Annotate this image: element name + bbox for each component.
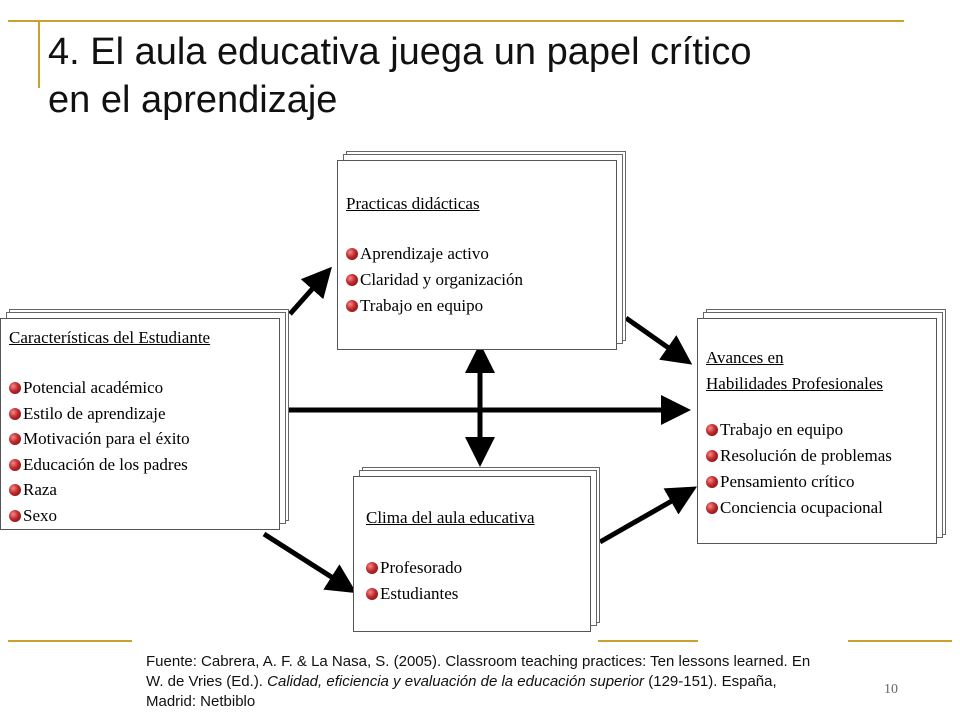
box-heading: Características del Estudiante (9, 328, 211, 347)
list-item: Trabajo en equipo (346, 293, 616, 319)
list-item: Claridad y organización (346, 267, 616, 293)
list-item: Educación de los padres (9, 452, 279, 478)
box-heading-line-2: Habilidades Profesionales (706, 374, 884, 393)
arrow-practicas-to-avances (626, 318, 680, 356)
bullet-icon (706, 476, 718, 488)
bullet-icon (9, 408, 21, 420)
box-clima-aula (353, 476, 591, 632)
bullet-icon (9, 459, 21, 471)
source-citation: Fuente: Cabrera, A. F. & La Nasa, S. (2005). Classroom teaching practices: Ten lessons learned. En W. de Vries (Ed.). Calidad, eficiencia y evaluación de la educación superior (129-151). España, Madrid: Netbiblo (146, 653, 811, 710)
box-caracteristicas-estudiante (0, 318, 280, 530)
bullet-icon (706, 502, 718, 514)
bullet-list (346, 241, 616, 319)
arrow-estudiante-to-practicas (290, 278, 322, 314)
list-item: Estudiantes (366, 581, 590, 607)
title-line-2: en el aprendizaje (48, 79, 338, 121)
bullet-icon (366, 562, 378, 574)
list-item: Trabajo en equipo (706, 417, 936, 443)
box-heading-line-1: Avances en (706, 348, 784, 367)
bullet-icon (346, 274, 358, 286)
bullet-icon (9, 510, 21, 522)
list-item: Profesorado (366, 555, 590, 581)
box-avances-habilidades (697, 318, 937, 544)
bullet-list (366, 555, 590, 607)
bullet-icon (706, 450, 718, 462)
list-item: Raza (9, 477, 279, 503)
bullet-icon (9, 433, 21, 445)
list-item: Sexo (9, 503, 279, 529)
bullet-icon (9, 484, 21, 496)
list-item: Motivación para el éxito (9, 426, 279, 452)
bullet-icon (706, 424, 718, 436)
list-item: Aprendizaje activo (346, 241, 616, 267)
bullet-icon (9, 382, 21, 394)
arrow-clima-to-avances (600, 494, 684, 542)
list-item: Conciencia ocupacional (706, 495, 936, 521)
list-item: Estilo de aprendizaje (9, 401, 279, 427)
bullet-icon (366, 588, 378, 600)
bullet-list (9, 375, 279, 528)
list-item: Potencial académico (9, 375, 279, 401)
bullet-icon (346, 248, 358, 260)
arrow-estudiante-to-clima (264, 534, 344, 585)
bullet-icon (346, 300, 358, 312)
list-item: Pensamiento crítico (706, 469, 936, 495)
box-heading: Practicas didácticas (346, 194, 480, 213)
box-heading: Clima del aula educativa (366, 508, 535, 527)
page-number: 10 (884, 682, 898, 697)
box-practicas-didacticas (337, 160, 617, 350)
list-item: Resolución de problemas (706, 443, 936, 469)
title-line-1: 4. El aula educativa juega un papel crítico (48, 31, 752, 73)
bullet-list (706, 417, 936, 521)
